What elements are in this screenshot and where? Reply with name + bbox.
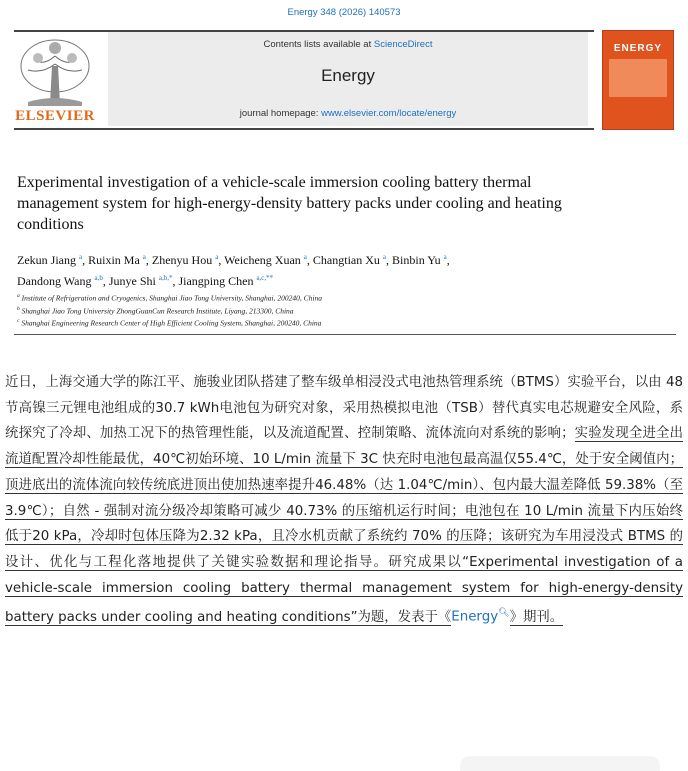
author: Binbin Yu $^a$ xyxy=(392,253,447,267)
homepage-link[interactable]: www.elsevier.com/locate/energy xyxy=(321,108,457,119)
paper-screenshot xyxy=(0,0,688,336)
author: Junye Shi $^{a,b,*}$ xyxy=(108,274,173,288)
paper-title: Experimental investigation of a vehicle-scale immersion cooling battery thermal management system for high-energy-density battery packs under cooling and heating conditions xyxy=(17,174,562,233)
author: Ruixin Ma $^a$ xyxy=(88,253,146,267)
article-bracket-close: 》 xyxy=(509,609,523,625)
publisher-name: ELSEVIER xyxy=(15,108,95,124)
affiliation: $^a$ Institute of Refrigeration and Cryogenics, Shanghai Jiao Tong University, Shanghai, 200240, China xyxy=(17,293,322,303)
citation-line: Energy 348 (2026) 140573 xyxy=(287,7,401,18)
author: Changtian Xu $^a$ xyxy=(312,253,387,267)
paper-divider xyxy=(14,334,676,335)
contents-prefix: Contents lists available at xyxy=(263,39,374,50)
author: Jiangping Chen $^{a,c,**}$ xyxy=(178,274,274,288)
cover-graphic xyxy=(609,59,667,97)
homepage-line xyxy=(108,108,588,119)
author: Zhenyu Hou $^a$ xyxy=(151,253,219,267)
affiliation-list xyxy=(17,291,637,329)
sciencedirect-link[interactable]: ScienceDirect xyxy=(373,39,433,50)
search-icon[interactable]: 🔍︎ xyxy=(498,608,510,619)
energy-journal-link[interactable]: Energy xyxy=(451,609,499,625)
homepage-prefix: journal homepage: xyxy=(239,108,322,119)
affiliation: $^c$ Shanghai Engineering Research Center of High Efficient Cooling System, Shanghai, 200240, China xyxy=(17,318,322,328)
author: Zekun Jiang $^a$ xyxy=(17,253,83,267)
bottom-overlay-edge xyxy=(460,756,660,771)
journal-name: Energy xyxy=(321,66,375,85)
article-paragraph xyxy=(5,370,683,631)
article-findings-underlined: 实验发现全进全出流道配置冷却性能最优，40℃初始环境、10 L/min 流量下 3C 快充时电池包最高温仅55.4℃，处于安全阈值内；顶进底出的流体流向较传统底进顶出使加热速率提升46.48%（达 1.04℃/min）、包内最大温差降低 59.38%（至 3.9℃）；自然 - 强制对流分级冷却策略可减少 40.73% 的压缩机运行时间；电池包在 10 L/min 流量下内压始终低于20 kPa，冷却时包体压降为2.32 kPa，且冷水机贡献了系统约 70% 的压降；该研究为车用浸没式 BTMS 的设计、优化与工程化落地提供了关键实验数据和理论指导。 xyxy=(5,426,684,570)
author: Dandong Wang $^{a,b}$ xyxy=(17,274,103,288)
article-publication-note: 研究成果以“Experimental investigation of a vehicle-scale immersion cooling battery thermal management system for high-energy-density battery packs under cooling and heating conditions”为题，发表于《 xyxy=(5,554,683,625)
article-intro: 近日，上海交通大学的陈江平、施骏业团队搭建了整车级单相浸没式电池热管理系统（BTMS）实验平台，以由 48 节高镍三元锂电池组成的30.7 kWh电池包为研究对象，采用热模拟电池（TSB）替代真实电芯规避安全风险，系统探究了冷却、加热工况下的热管理性能，以及流道配置、控制策略、流体流向对系统的影响； xyxy=(5,375,683,442)
author: Weicheng Xuan $^a$ xyxy=(224,253,307,267)
article-ending: 期刊。 xyxy=(522,609,564,625)
contents-line xyxy=(108,39,588,50)
author-list: Zekun Jiang $^a$, Ruixin Ma $^a$, Zhenyu Hou $^a$, Weicheng Xuan $^a$, Changtian Xu $^a$, Binbin Yu $^a$, Dandong Wang $^{a,b}$, Junye Shi $^{a,b,*}$, Jiangping Chen $^{a,c,**}$ xyxy=(17,253,450,288)
affiliation: $^b$ Shanghai Jiao Tong University ZhongGuanCun Research Institute, Liyang, 213300, China xyxy=(17,305,294,315)
journal-cover-image xyxy=(602,30,674,130)
cover-title: ENERGY xyxy=(613,43,663,54)
header-rule-bottom xyxy=(14,128,594,130)
